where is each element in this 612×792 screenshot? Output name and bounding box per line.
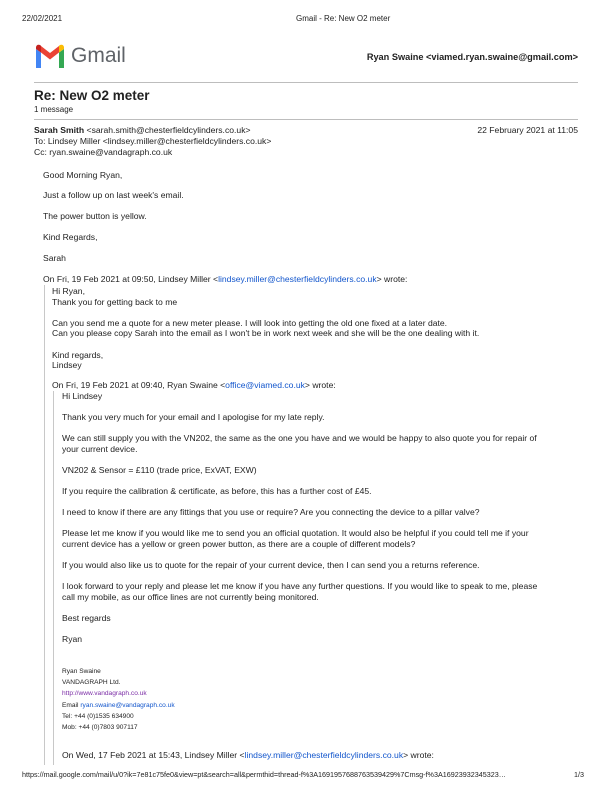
header-divider	[34, 82, 578, 83]
message-cc: Cc: ryan.swaine@vandagraph.co.uk	[34, 147, 173, 157]
body-signoff-name: Sarah	[43, 253, 66, 263]
quote2-line: We can still supply you with the VN202, the same as the one you have and we would be happy to also quote you for repair of	[62, 433, 537, 443]
quote2-line: call my mobile, as our office lines are not currently being monitored.	[62, 592, 319, 602]
body-closing: Kind Regards,	[43, 232, 98, 242]
quote1-body	[52, 286, 592, 376]
print-date: 22/02/2021	[22, 14, 63, 23]
quote2-line: Hi Lindsey	[62, 391, 103, 401]
quote2-line: Best regards	[62, 613, 111, 623]
message-from	[34, 125, 251, 135]
body-greeting: Good Morning Ryan,	[43, 170, 123, 180]
quote2-sender-link[interactable]: office@viamed.co.uk	[225, 380, 305, 390]
print-page-number: 1/3	[574, 770, 584, 779]
signature-email-link[interactable]: ryan.swaine@vandagraph.co.uk	[80, 701, 175, 709]
quote2-line: I look forward to your reply and please let me know if you have any further questions. If you would like to speak to me, please	[62, 581, 538, 591]
quote2-line: I need to know if there are any fittings that you use or require? Are you connecting the device to a pillar valve?	[62, 507, 480, 517]
quote2-line: your current device.	[62, 444, 138, 454]
quote3-header: On Wed, 17 Feb 2021 at 15:43, Lindsey Miller <lindsey.miller@chesterfieldcylinders.co.uk> wrote:	[62, 750, 434, 760]
quote1-line: Lindsey	[52, 360, 82, 370]
print-url: https://mail.google.com/mail/u/0?ik=7e81c75fe0&view=pt&search=all&permthid=thread-f%3A1691957688763539429%7Cmsg-f%3A16923932345323…	[22, 770, 506, 779]
quote2-header: On Fri, 19 Feb 2021 at 09:40, Ryan Swaine <office@viamed.co.uk> wrote:	[52, 380, 336, 390]
quote2-line: Ryan	[62, 634, 83, 644]
subject-divider	[34, 119, 578, 120]
quote1-line: Can you please copy Sarah into the email as I won't be in work next week and she will be the one dealing with it.	[52, 328, 480, 338]
message-to: To: Lindsey Miller <lindsey.miller@chesterfieldcylinders.co.uk>	[34, 136, 272, 146]
gmail-logo-icon	[34, 44, 66, 68]
body-line-1: Just a follow up on last week's email.	[43, 190, 184, 200]
signature-website-link[interactable]: http://www.vandagraph.co.uk	[62, 690, 147, 698]
signature-block	[62, 666, 175, 733]
quote1-header: On Fri, 19 Feb 2021 at 09:50, Lindsey Miller <lindsey.miller@chesterfieldcylinders.co.uk> wrote:	[43, 274, 408, 284]
body-line-2: The power button is yellow.	[43, 211, 147, 221]
quote1-line: Kind regards,	[52, 350, 104, 360]
signature-mob: Mob: +44 (0)7803 907117	[62, 724, 138, 732]
quote2-line: Please let me know if you would like me to send you an official quotation. It would also be helpful if you could tell me if your	[62, 528, 529, 538]
quote2-body	[62, 391, 592, 651]
signature-tel: Tel: +44 (0)1535 634900	[62, 712, 134, 720]
quote1-border	[44, 285, 45, 765]
sender-name: Sarah Smith	[34, 125, 85, 135]
thread-subject: Re: New O2 meter	[34, 88, 150, 103]
account-name: Ryan Swaine <viamed.ryan.swaine@gmail.com>	[366, 52, 578, 62]
quote2-line: Thank you very much for your email and I apologise for my late reply.	[62, 412, 325, 422]
message-date: 22 February 2021 at 11:05	[477, 125, 578, 135]
sender-email[interactable]: <sarah.smith@chesterfieldcylinders.co.uk>	[86, 125, 251, 135]
gmail-wordmark: Gmail	[71, 44, 126, 67]
quote3-sender-link[interactable]: lindsey.miller@chesterfieldcylinders.co.uk	[244, 750, 404, 760]
quote1-line: Thank you for getting back to me	[52, 297, 178, 307]
signature-company: VANDAGRAPH Ltd.	[62, 679, 121, 687]
message-count: 1 message	[34, 105, 74, 114]
quote2-line: current device has a yellow or green power button, as there are a couple of different models?	[62, 539, 416, 549]
print-title: Gmail - Re: New O2 meter	[296, 14, 391, 23]
quote2-line: VN202 & Sensor = £110 (trade price, ExVAT, EXW)	[62, 465, 257, 475]
quote1-sender-link[interactable]: lindsey.miller@chesterfieldcylinders.co.uk	[218, 274, 377, 284]
signature-name: Ryan Swaine	[62, 668, 101, 675]
quote2-line: If you require the calibration & certificate, as before, this has a further cost of £45.	[62, 486, 372, 496]
quote1-line: Can you send me a quote for a new meter please. I will look into getting the old one fixed at a later date.	[52, 318, 448, 328]
quote1-line: Hi Ryan,	[52, 286, 85, 296]
quote2-border	[53, 391, 54, 765]
quote2-line: If you would also like us to quote for the repair of your current device, then I can send you a returns reference.	[62, 560, 480, 570]
signature-email-row: Email ryan.swaine@vandagraph.co.uk	[62, 701, 175, 709]
